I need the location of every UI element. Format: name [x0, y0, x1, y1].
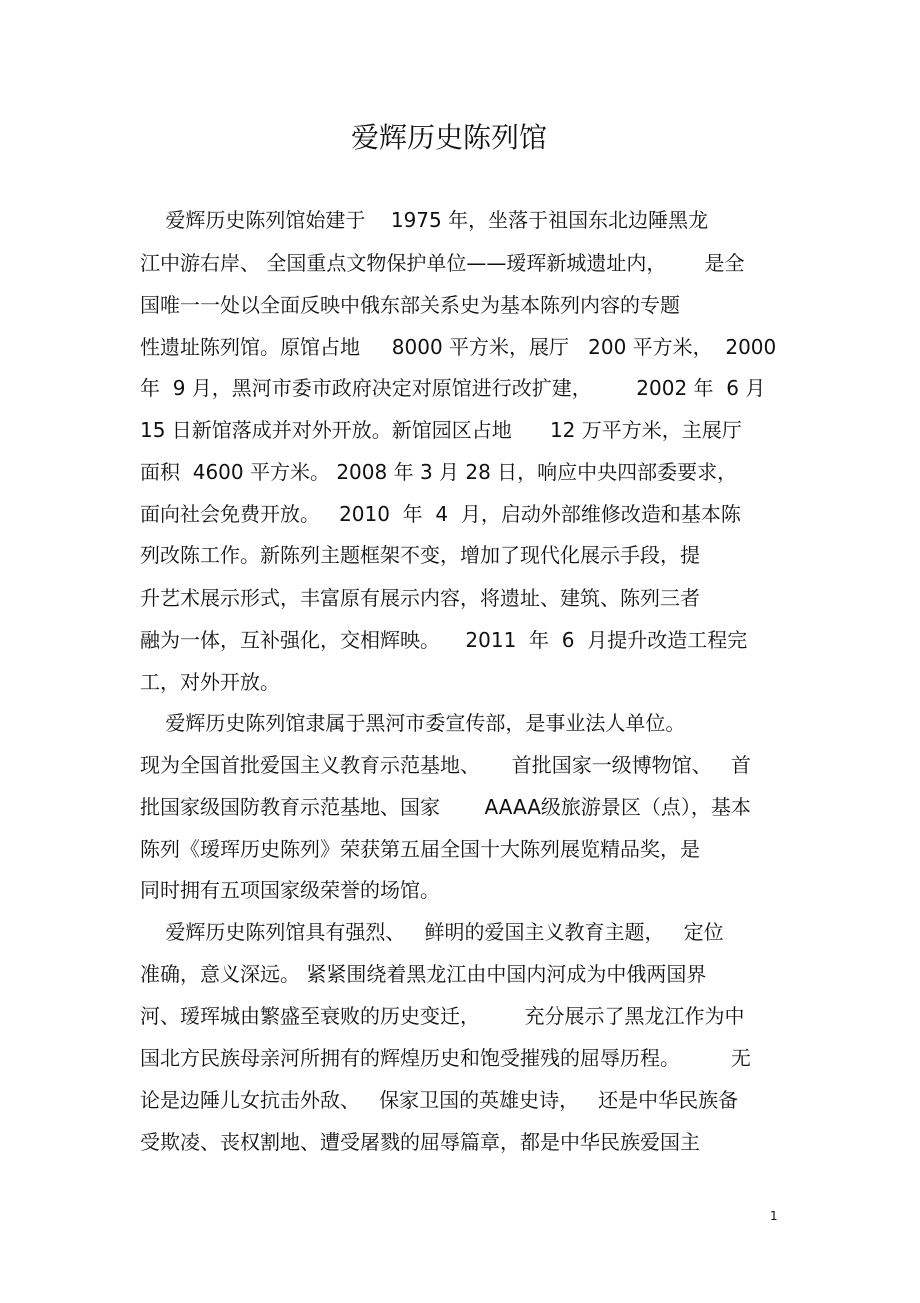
- body-line: 同时拥有五项国家级荣誉的场馆。: [140, 878, 440, 902]
- body-line: 面向社会免费开放。 2010 年 4 月，启动外部维修改造和基本陈: [140, 502, 741, 526]
- body-line: 现为全国首批爱国主义教育示范基地、 首批国家一级博物馆、 首: [140, 753, 751, 777]
- body-line: 升艺术展示形式，丰富原有展示内容，将遗址、建筑、陈列三者: [140, 586, 700, 610]
- body-line: 国唯一一处以全面反映中俄东部关系史为基本陈列内容的专题: [140, 293, 680, 317]
- body-line: 工，对外开放。: [140, 670, 280, 694]
- body-line: 列改陈工作。新陈列主题框架不变，增加了现代化展示手段，提: [140, 543, 700, 567]
- body-line: 面积 4600 平方米。 2008 年 3 月 28 日，响应中央四部委要求，: [140, 460, 738, 484]
- body-line: 性遗址陈列馆。原馆占地 8000 平方米，展厅 200 平方米， 2000: [140, 335, 777, 359]
- body-line: 论是边陲儿女抗击外敌、 保家卫国的英雄史诗， 还是中华民族备: [140, 1088, 739, 1112]
- body-line: 江中游右岸、 全国重点文物保护单位——瑷珲新城遗址内， 是全: [140, 251, 745, 275]
- page-number: 1: [770, 1209, 778, 1223]
- body-line: 国北方民族母亲河所拥有的辉煌历史和饱受摧残的屈辱历程。 无: [140, 1046, 751, 1070]
- body-line: 陈列《瑷珲历史陈列》荣获第五届全国十大陈列展览精品奖，是: [140, 837, 700, 861]
- body-line: 批国家级国防教育示范基地、国家 AAAA级旅游景区（点），基本: [140, 795, 751, 819]
- body-line: 准确，意义深远。 紧紧围绕着黑龙江由中国内河成为中俄两国界: [140, 962, 707, 986]
- body-line: 15 日新馆落成并对外开放。新馆园区占地 12 万平方米，主展厅: [140, 418, 742, 442]
- body-line: 河、瑷珲城由繁盛至衰败的历史变迁， 充分展示了黑龙江作为中: [140, 1004, 745, 1028]
- body-line: 受欺凌、丧权割地、遭受屠戮的屈辱篇章，都是中华民族爱国主: [140, 1130, 700, 1154]
- page-title: 爱辉历史陈列馆: [350, 121, 547, 154]
- body-line: 爱辉历史陈列馆具有强烈、 鲜明的爱国主义教育主题， 定位: [140, 920, 724, 944]
- body-line: 年 9 月，黑河市委市政府决定对原馆进行改扩建， 2002 年 6 月: [140, 376, 766, 400]
- body-line: 爱辉历史陈列馆始建于 1975 年，坐落于祖国东北边陲黑龙: [140, 208, 709, 232]
- body-line: 爱辉历史陈列馆隶属于黑河市委宣传部，是事业法人单位。: [140, 711, 686, 735]
- body-line: 融为一体，互补强化，交相辉映。 2011 年 6 月提升改造工程完: [140, 628, 748, 652]
